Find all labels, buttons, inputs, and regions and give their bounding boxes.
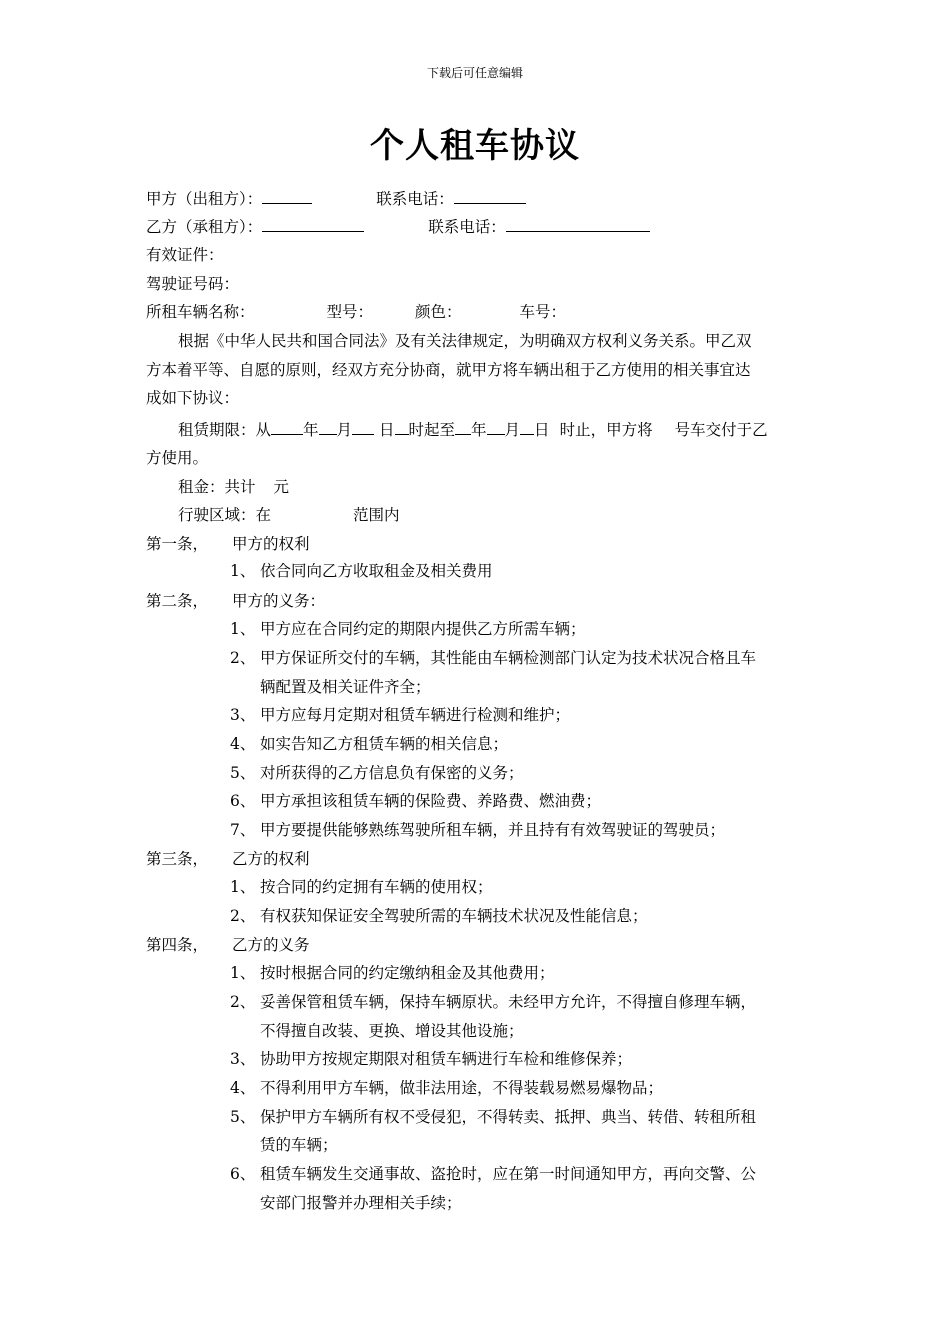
lease-vehicle-label: 号车交付于乙 xyxy=(674,421,768,439)
lease-month-2: 月 xyxy=(504,421,521,439)
party-b-line xyxy=(146,216,650,237)
article-2-item-5-num: 5、 xyxy=(230,764,256,782)
article-4-item-4: 不得利用甲方车辆，做非法用途，不得装载易燃易爆物品； xyxy=(260,1079,664,1097)
article-2-item-5: 对所获得的乙方信息负有保密的义务； xyxy=(260,764,524,782)
license-label: 驾驶证号码： xyxy=(146,275,240,293)
page-title: 个人租车协议 xyxy=(370,126,580,166)
article-3-item-2-num: 2、 xyxy=(230,907,256,925)
article-4-item-5-cont: 赁的车辆； xyxy=(260,1136,338,1154)
article-2-item-6: 甲方承担该租赁车辆的保险费、养路费、燃油费； xyxy=(260,792,602,810)
lease-year-1: 年 xyxy=(303,421,319,439)
party-a-label: 甲方（出租方）： xyxy=(146,190,263,208)
article-4-item-5-num: 5、 xyxy=(230,1108,256,1126)
rent-line xyxy=(178,477,289,497)
article-4-item-6-cont: 安部门报警并办理相关手续； xyxy=(260,1194,462,1212)
article-2-title: 甲方的义务： xyxy=(232,592,326,610)
article-2-item-2-num: 2、 xyxy=(230,649,256,667)
header-note: 下载后可任意编辑 xyxy=(426,66,523,80)
article-1-no: 第一条， xyxy=(146,535,209,553)
article-3-item-1-num: 1、 xyxy=(230,878,256,896)
rent-unit: 元 xyxy=(273,478,290,496)
lease-month-1: 月 xyxy=(336,421,353,439)
article-4-item-1-num: 1、 xyxy=(230,964,256,982)
article-4-title: 乙方的义务 xyxy=(232,936,310,954)
lease-day-2: 日 xyxy=(534,421,550,439)
intro-line-2: 方本着平等、自愿的原则，经双方充分协商，就甲方将车辆出租于乙方使用的相关事宜达 xyxy=(146,361,751,379)
article-2-item-3-num: 3、 xyxy=(230,706,256,724)
article-4-item-2-num: 2、 xyxy=(230,993,256,1011)
area-line xyxy=(178,505,400,525)
vehicle-plate-label: 车号： xyxy=(519,303,567,321)
article-2-item-4: 如实告知乙方租赁车辆的相关信息； xyxy=(260,735,509,753)
article-4-item-6: 租赁车辆发生交通事故、盗抢时，应在第一时间通知甲方，再向交警、公 xyxy=(260,1165,757,1183)
article-4-item-1: 按时根据合同的约定缴纳租金及其他费用； xyxy=(260,964,555,982)
article-2-item-7-num: 7、 xyxy=(230,821,256,839)
article-3-no: 第三条， xyxy=(146,850,209,868)
intro-line-1: 根据《中华人民共和国合同法》及有关法律规定，为明确双方权利义务关系。甲乙双 xyxy=(178,332,752,350)
party-a-phone-label: 联系电话： xyxy=(376,190,454,208)
vehicle-color-label: 颜色： xyxy=(415,303,462,321)
article-1-item-1-num: 1、 xyxy=(230,562,256,580)
article-4-no: 第四条， xyxy=(146,936,209,954)
article-4-item-2-cont: 不得擅自改装、更换、增设其他设施； xyxy=(260,1022,524,1040)
article-3-title: 乙方的权利 xyxy=(232,850,310,868)
party-b-blank xyxy=(262,216,364,232)
article-2-item-2-cont: 辆配置及相关证件齐全； xyxy=(260,678,431,696)
party-b-label: 乙方（承租方）： xyxy=(146,218,263,236)
article-2-item-7: 甲方要提供能够熟练驾驶所租车辆，并且持有有效驾驶证的驾驶员； xyxy=(260,821,726,839)
party-a-phone-blank xyxy=(454,188,526,204)
lease-year-2: 年 xyxy=(471,421,487,439)
party-b-phone-label: 联系电话： xyxy=(428,218,506,236)
article-4-item-5: 保护甲方车辆所有权不受侵犯，不得转卖、抵押、典当、转借、转租所租 xyxy=(260,1108,757,1126)
article-4-item-2: 妥善保管租赁车辆，保持车辆原状。未经甲方允许，不得擅自修理车辆， xyxy=(260,993,757,1011)
article-2-item-6-num: 6、 xyxy=(230,792,256,810)
article-2-item-2: 甲方保证所交付的车辆，其性能由车辆检测部门认定为技术状况合格且车 xyxy=(260,649,757,667)
lease-line-2: 方使用。 xyxy=(146,449,209,467)
lease-from-label: 租赁期限：从 xyxy=(178,421,272,439)
lease-to-label: 时起至 xyxy=(408,421,456,439)
article-4-item-6-num: 6、 xyxy=(230,1165,256,1183)
party-b-phone-blank xyxy=(506,216,650,232)
article-1-title: 甲方的权利 xyxy=(232,535,310,553)
vehicle-model-label: 型号： xyxy=(326,303,374,321)
article-3-item-1: 按合同的约定拥有车辆的使用权； xyxy=(260,878,493,896)
article-2-item-1-num: 1、 xyxy=(230,620,256,638)
article-4-item-3-num: 3、 xyxy=(230,1050,256,1068)
party-a-blank xyxy=(262,188,312,204)
lease-deliver-label: 时止，甲方将 xyxy=(559,421,653,439)
intro-line-3: 成如下协议： xyxy=(146,389,240,407)
article-3-item-2: 有权获知保证安全驾驶所需的车辆技术状况及性能信息； xyxy=(260,907,648,925)
area-suffix: 范围内 xyxy=(353,506,400,524)
article-4-item-4-num: 4、 xyxy=(230,1079,256,1097)
article-4-item-3: 协助甲方按规定期限对租赁车辆进行车检和维修保养； xyxy=(260,1050,633,1068)
vehicle-name-label: 所租车辆名称： xyxy=(146,303,255,321)
article-2-item-3: 甲方应每月定期对租赁车辆进行检测和维护； xyxy=(260,706,571,724)
article-1-item-1: 依合同向乙方收取租金及相关费用 xyxy=(260,562,493,580)
party-a-line xyxy=(146,188,526,209)
rent-label: 租金：共计 xyxy=(178,478,256,496)
article-2-no: 第二条， xyxy=(146,592,209,610)
id-label: 有效证件： xyxy=(146,246,224,264)
area-label: 行驶区域：在 xyxy=(178,506,272,524)
article-2-item-1: 甲方应在合同约定的期限内提供乙方所需车辆； xyxy=(260,620,586,638)
vehicle-line xyxy=(146,302,566,322)
lease-line-1 xyxy=(178,419,768,440)
lease-day-1: 日 xyxy=(378,421,395,439)
article-2-item-4-num: 4、 xyxy=(230,735,256,753)
